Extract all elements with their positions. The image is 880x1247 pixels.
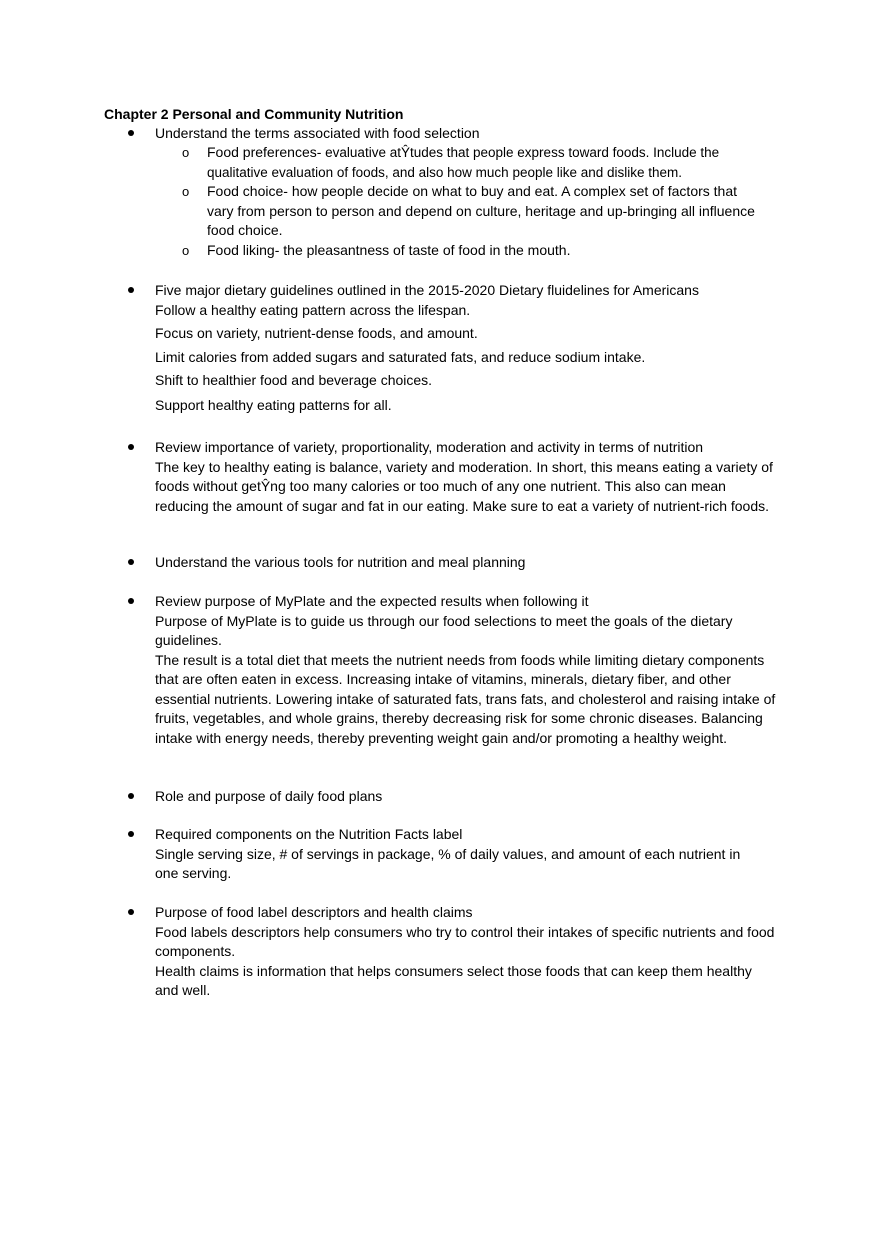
paragraph: The result is a total diet that meets the nutrient needs from foods while limiting dietary components that are often eaten in excess. Increasing intake of vitamins, minerals, dietary fiber, and other essential nutrients. Lowering intake of saturated fats, trans fats, and cholesterol and raising intake of fruits, vegetables, and whole grains, thereby decreasing risk for some chronic diseases. Balancing intake with energy needs, thereby preventing weight gain and/or promoting a healthy weight. [155,651,776,746]
bullet [128,592,136,600]
guideline-line: Support healthy eating patterns for all. [155,396,392,413]
circle-bullet: o [182,184,190,199]
section-heading: Purpose of food label descriptors and health claims [155,904,473,920]
section-heading: Understand the terms associated with food selection [155,125,480,141]
section-heading: Review purpose of MyPlate and the expected results when following it [155,593,589,609]
guideline-line: Focus on variety, nutrient-dense foods, and amount. [155,325,478,341]
paragraph: Purpose of MyPlate is to guide us through our food selections to meet the goals of the dietary guidelines. [155,612,733,648]
bullet [128,124,136,132]
definition: evaluative atŶtudes that people express toward foods. Include the qualitative evaluation of foods, and also how much people like and dislike them. [207,145,720,180]
bullet [128,787,136,795]
guideline-line: Shift to healthier food and beverage choices. [155,372,433,388]
guideline-line: Follow a healthy eating pattern across the lifespan. [155,301,471,318]
section-heading: Understand the various tools for nutrition and meal planning [155,554,526,570]
definition: the pleasantness of taste of food in the mouth. [279,242,571,258]
chapter-title: Chapter 2 Personal and Community Nutrition [104,106,404,122]
section-heading: Review importance of variety, proportionality, moderation and activity in terms of nutrition [155,439,704,455]
circle-bullet: o [182,145,190,160]
paragraph: Food labels descriptors help consumers who try to control their intakes of specific nutrients and food components. [155,923,775,959]
bullet [128,903,136,911]
definition: how people decide on what to buy and eat. A complex set of factors that vary from person to person and depend on culture, heritage and up-bringing all influence food choice. [207,183,755,238]
section-heading: Role and purpose of daily food plans [155,788,383,804]
term: Food liking- [207,242,280,258]
bullet [128,825,136,833]
bullet [128,281,136,289]
bullet [128,553,136,561]
bullet [128,438,136,446]
section-body: The key to healthy eating is balance, variety and moderation. In short, this means eating a variety of foods without getŶng too many calories or too much of any one nutrient. This also can mean reducing the amount of sugar and fat in our eating. Make sure to eat a variety of nutrient-rich foods. [155,458,773,514]
guideline-line: Limit calories from added sugars and saturated fats, and reduce sodium intake. [155,348,646,365]
paragraph: Health claims is information that helps consumers select those foods that can keep them healthy and well. [155,962,752,998]
section-heading: Required components on the Nutrition Facts label [155,826,463,842]
section-body: Single serving size, # of servings in package, % of daily values, and amount of each nutrient in one serving. [155,845,741,881]
circle-bullet: o [182,243,190,258]
section-heading: Five major dietary guidelines outlined in the 2015-2020 Dietary fluidelines for Americans [155,282,699,298]
term: Food preferences- [207,144,322,160]
term: Food choice- [207,183,288,199]
